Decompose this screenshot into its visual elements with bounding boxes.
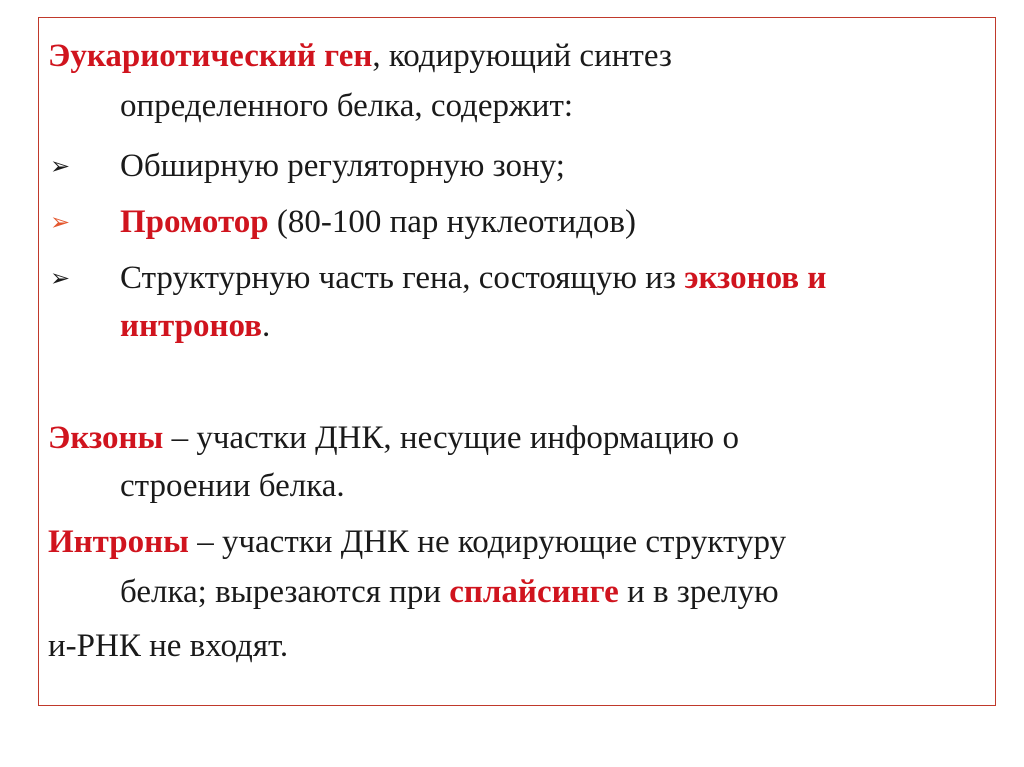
structural-text-before: Структурную часть гена, состоящую из (120, 260, 685, 296)
bullet-structural-part-line-1 (120, 258, 826, 298)
introns-line-2-before: белка; вырезаются при (120, 574, 450, 610)
introns-definition-line-3: и-РНК не входят. (48, 628, 289, 664)
bullet-structural-part-line-2 (120, 306, 270, 346)
introns-definition-line-2 (120, 572, 779, 612)
exons-and-term: экзонов и (684, 260, 827, 296)
intro-line-1-rest: , кодирующий синтез (372, 38, 672, 74)
bullet-promoter (120, 202, 636, 242)
eukaryotic-gene-term: Эукариотический ген (48, 38, 373, 74)
splicing-term: сплайсинге (449, 574, 619, 610)
promoter-rest: (80-100 пар нуклеотидов) (268, 204, 636, 240)
intro-line-1 (48, 36, 672, 76)
introns-term: Интроны (48, 524, 189, 560)
introns-rest: – участки ДНК не кодирующие структуру (188, 524, 787, 560)
bullet-regulatory-zone: Обширную регуляторную зону; (120, 148, 565, 184)
introns-term-inline: интронов (120, 308, 263, 344)
introns-line-2-after: и в зрелую (618, 574, 779, 610)
exons-definition-line-1 (48, 418, 739, 458)
arrow-bullet-icon: ➢ (50, 208, 71, 236)
introns-definition-line-1 (48, 522, 786, 562)
intro-line-2: определенного белка, содержит: (120, 88, 574, 124)
exons-term: Экзоны (48, 420, 164, 456)
exons-definition-line-2: строении белка. (120, 468, 345, 504)
arrow-bullet-icon: ➢ (50, 152, 71, 180)
exons-rest: – участки ДНК, несущие информацию о (163, 420, 739, 456)
structural-text-after: . (262, 308, 271, 344)
arrow-bullet-icon: ➢ (50, 264, 71, 292)
promoter-term: Промотор (120, 204, 269, 240)
